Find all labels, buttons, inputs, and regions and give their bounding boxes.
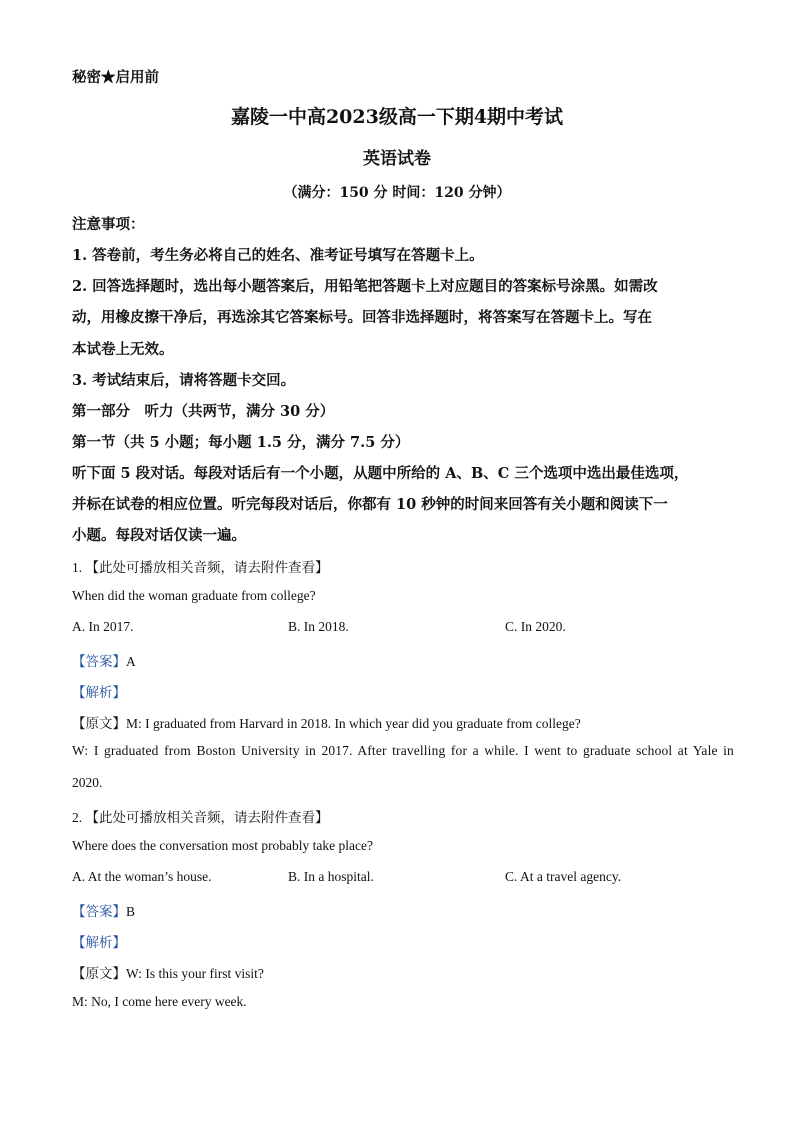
question-1-transcript-line-2 [72,743,734,759]
secret-label: 秘密★启用前 [72,69,159,86]
question-1-analysis-tag: 【解析】 [72,685,126,701]
answer-tag: 【答案】 [72,654,126,670]
note-item-2-line-3: 本试卷上无效。 [72,341,174,358]
question-1-option-c: C. In 2020. [505,619,566,634]
question-2-text: Where does the conversation most probably take place? [72,838,374,853]
question-1-audio-line [72,556,329,576]
question-1-transcript-line-3: 2020. [72,775,103,790]
transcript-text: M: I graduated from Harvard in 2018. In which year did you graduate from college? [126,716,581,731]
question-2-option-b: B. In a hospital. [288,869,374,884]
question-1-text: When did the woman graduate from college? [72,588,316,603]
answer-tag: 【答案】 [72,904,126,920]
transcript-text: W: Is this your first visit? [126,966,264,981]
question-1-number: 1. [72,560,83,575]
part-1-heading: 第一部分 听力（共两节，满分 30 分） [72,403,335,420]
section-1-heading: 第一节（共 5 小题；每小题 1.5 分，满分 7.5 分） [72,434,410,451]
exam-meta: （满分：150 分 时间：120 分钟） [283,185,511,201]
transcript-tag: 【原文】 [72,716,126,732]
question-1-option-b: B. In 2018. [288,619,349,634]
notes-heading: 注意事项： [72,216,145,233]
question-1-option-a: A. In 2017. [72,619,134,634]
instructions-line-3: 小题。每段对话仅读一遍。 [72,527,246,544]
question-1-transcript-line-1 [72,712,581,733]
transcript-tag: 【原文】 [72,966,126,982]
question-2-option-a: A. At the woman’s house. [72,869,212,884]
answer-value: A [126,654,136,669]
question-2-transcript-line-1 [72,962,264,983]
instructions-line-2: 并标在试卷的相应位置。听完每段对话后，你都有 10 秒钟的时间来回答有关小题和阅读下一 [72,496,668,513]
subject-title: 英语试卷 [363,149,431,169]
note-item-3: 3. 考试结束后，请将答题卡交回。 [72,372,296,389]
question-2-analysis-tag: 【解析】 [72,935,126,951]
question-2-audio-line [72,806,329,826]
note-item-2-line-2: 动，用橡皮擦干净后，再选涂其它答案标号。回答非选择题时，将答案写在答题卡上。写在 [72,309,652,326]
question-2-option-c: C. At a travel agency. [505,869,622,884]
question-2-number: 2. [72,810,83,825]
question-2-answer [72,900,135,921]
note-item-1: 1. 答卷前，考生务必将自己的姓名、准考证号填写在答题卡上。 [72,247,484,264]
audio-placeholder-link[interactable]: 【此处可播放相关音频，请去附件查看】 [85,810,329,826]
transcript-text: W: I graduated from Boston University in 2017. After travelling for a while. I went to graduate school at Yale in [72,743,734,758]
question-1-answer [72,650,136,671]
answer-value: B [126,904,136,919]
question-2-transcript-line-2: M: No, I come here every week. [72,994,247,1009]
audio-placeholder-link[interactable]: 【此处可播放相关音频，请去附件查看】 [85,560,329,576]
note-item-2-line-1: 2. 回答选择题时，选出每小题答案后，用铅笔把答题卡上对应题目的答案标号涂黑。如需改 [72,278,658,295]
instructions-line-1: 听下面 5 段对话。每段对话后有一个小题，从题中所给的 A、B、C 三个选项中选出最佳选项， [72,465,689,482]
exam-title: 嘉陵一中高2023级高一下期4期中考试 [230,106,564,128]
